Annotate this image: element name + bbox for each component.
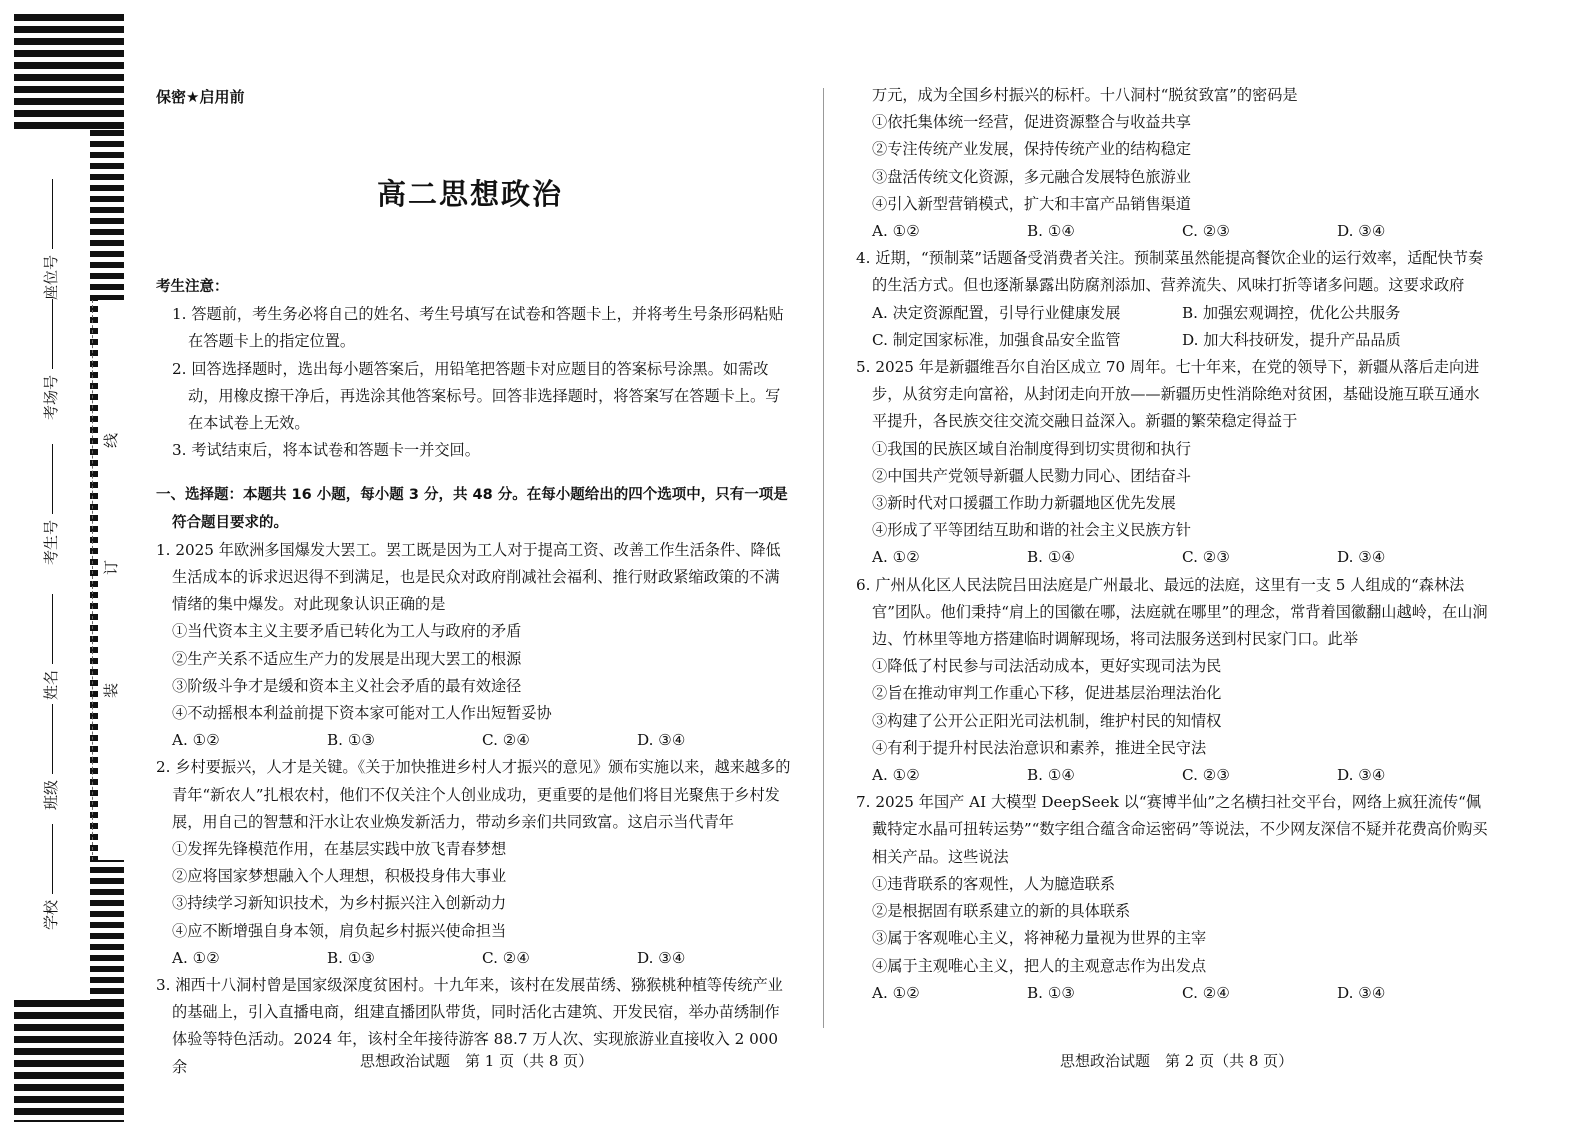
question-6-choices [856, 762, 1492, 789]
choice-b[interactable]: B. ①③ [327, 948, 376, 967]
mark-bind: 装 [102, 682, 120, 698]
choice-d[interactable]: D. ③④ [1337, 766, 1386, 785]
question-5-choices [856, 544, 1492, 571]
question-2-choices [156, 945, 792, 972]
choice-a[interactable]: A. ①② [872, 222, 920, 241]
question-item: ①违背联系的客观性，人为臆造联系 [872, 874, 1115, 893]
question-4-stem: 4. 近期，“预制菜”话题备受消费者关注。预制菜虽然能提高餐饮企业的运行效率，适配快节奏的生活方式。但也逐渐暴露出防腐剂添加、营养流失、风味打折等诸多问题。这要求政府 [856, 249, 1484, 295]
field-school[interactable]: 学校 [40, 824, 61, 930]
question-4-choices-row2 [856, 327, 1492, 354]
question-2-stem: 2. 乡村要振兴，人才是关键。《关于加快推进乡村人才振兴的意见》颁布实施以来，越来越多的青年“新农人”扎根农村，他们不仅关注个人创业成功，更重要的是他们将目光聚焦于乡村发展，用自己的智慧和汗水让农业焕发新活力，带动乡亲们共同致富。这启示当代青年 [156, 758, 791, 831]
binding-cut-line [92, 300, 93, 860]
question-item: ②中国共产党领导新疆人民勠力同心、团结奋斗 [872, 466, 1191, 485]
choice-b[interactable]: B. ①④ [1027, 548, 1076, 567]
question-item: ①依托集体统一经营，促进资源整合与收益共享 [872, 113, 1191, 132]
notice-item: 2. 回答选择题时，选出每小题答案后，用铅笔把答题卡对应题目的答案标号涂黑。如需改动，用橡皮擦干净后，再选涂其他答案标号。回答非选择题时，将答案写在答题卡上。写在本试卷上无效。 [172, 359, 781, 433]
field-name[interactable]: 姓名 [40, 594, 61, 700]
question-item: ④形成了平等团结互助和谐的社会主义民族方针 [872, 521, 1191, 540]
choice-d[interactable]: D. ③④ [1337, 983, 1386, 1002]
question-item: ②生产关系不适应生产力的发展是出现大罢工的根源 [172, 649, 522, 668]
notice-heading: 考生注意： [156, 279, 229, 295]
choice-c[interactable]: C. ②④ [482, 948, 530, 967]
question-item: ④不动摇根本利益前提下资本家可能对工人作出短暂妥协 [172, 704, 552, 723]
question-item: ②应将国家梦想融入个人理想，积极投身伟大事业 [172, 867, 507, 886]
left-column [156, 274, 792, 1081]
question-5-stem: 5. 2025 年是新疆维吾尔自治区成立 70 周年。七十年来，在党的领导下，新疆从落后走向进步，从贫穷走向富裕，从封闭走向开放——新疆历史性消除绝对贫困，基础设施互联互通水平提升，各民族交往交流交融日益深入。新疆的繁荣稳定得益于 [856, 358, 1480, 431]
choice-b[interactable]: B. ①④ [1027, 766, 1076, 785]
choice-b[interactable]: B. ①③ [1027, 983, 1076, 1002]
question-item: ②专注传统产业发展，保持传统产业的结构稳定 [872, 140, 1191, 159]
choice-d[interactable]: D. ③④ [1337, 548, 1386, 567]
field-examinee[interactable]: 考生号 [40, 444, 61, 565]
question-item: ①发挥先锋模范作用，在基层实践中放飞青春梦想 [172, 840, 507, 859]
question-1-choices [156, 727, 792, 754]
field-class[interactable]: 班级 [40, 704, 61, 810]
choice-d[interactable]: D. ③④ [637, 731, 686, 750]
question-item: ②旨在推动审判工作重心下移，促进基层治理法治化 [872, 684, 1222, 703]
choice-c[interactable]: C. ②③ [1182, 222, 1230, 241]
barcode-top [14, 14, 124, 134]
choice-a[interactable]: A. ①② [172, 731, 220, 750]
question-6-stem: 6. 广州从化区人民法院吕田法庭是广州最北、最远的法庭，这里有一支 5 人组成的“森林法官”团队。他们秉持“肩上的国徽在哪，法庭就在哪里”的理念，常背着国徽翻山越岭，在山涧边、竹林里等地方搭建临时调解现场，将司法服务送到村民家门口。此举 [856, 575, 1488, 649]
choice-a[interactable]: A. 决定资源配置，引导行业健康发展 [872, 303, 1121, 322]
secrecy-label: 保密★启用前 [156, 88, 245, 106]
choice-d[interactable]: D. ③④ [637, 948, 686, 967]
question-item: ③构建了公开公正阳光司法机制，维护村民的知情权 [872, 711, 1222, 730]
choice-a[interactable]: A. ①② [872, 548, 920, 567]
question-item: ②是根据固有联系建立的新的具体联系 [872, 902, 1131, 921]
barcode-bottom [14, 1000, 124, 1122]
field-room[interactable]: 考场号 [40, 299, 61, 420]
choice-b[interactable]: B. 加强宏观调控，优化公共服务 [1182, 303, 1401, 322]
choice-c[interactable]: C. ②④ [1182, 983, 1230, 1002]
choice-d[interactable]: D. 加大科技研发，提升产品品质 [1182, 330, 1401, 349]
page-title: 高二思想政治 [376, 177, 563, 211]
question-item: ④引入新型营销模式，扩大和丰富产品销售渠道 [872, 194, 1191, 213]
question-1-stem: 1. 2025 年欧洲多国爆发大罢工。罢工既是因为工人对于提高工资、改善工作生活条件、降低生活成本的诉求迟迟得不到满足，也是民众对政府削减社会福利、推行财政紧缩政策的不满情绪的集中爆发。对此现象认识正确的是 [156, 540, 781, 614]
question-item: ④有利于提升村民法治意识和素养，推进全民守法 [872, 738, 1207, 757]
question-3-continued: 万元，成为全国乡村振兴的标杆。十八洞村“脱贫致富”的密码是 [872, 86, 1298, 104]
footer-left: 思想政治试题 第 1 页（共 8 页） [360, 1052, 594, 1070]
question-3-choices [856, 218, 1492, 245]
choice-c[interactable]: C. ②③ [1182, 766, 1230, 785]
choice-a[interactable]: A. ①② [872, 766, 920, 785]
notice-item: 3. 考试结束后，将本试卷和答题卡一并交回。 [172, 441, 480, 460]
question-item: ④属于主观唯心主义，把人的主观意志作为出发点 [872, 956, 1207, 975]
footer-right: 思想政治试题 第 2 页（共 8 页） [1060, 1052, 1294, 1070]
choice-c[interactable]: C. ②③ [1182, 548, 1230, 567]
choice-b[interactable]: B. ①④ [1027, 222, 1076, 241]
mark-staple: 订 [102, 559, 120, 575]
choice-c[interactable]: C. 制定国家标准，加强食品安全监管 [872, 330, 1121, 349]
field-seat[interactable]: 座位号 [40, 179, 61, 300]
mark-line: 线 [102, 432, 120, 448]
choice-c[interactable]: C. ②④ [482, 731, 530, 750]
question-item: ③盘活传统文化资源，多元融合发展特色旅游业 [872, 167, 1191, 186]
question-7-stem: 7. 2025 年国产 AI 大模型 DeepSeek 以“赛博半仙”之名横扫社交平台，网络上疯狂流传“佩戴特定水晶可扭转运势”“数字组合蕴含命运密码”等说法，不少网友深信不疑并花费高价购买相关产品。这些说法 [856, 793, 1488, 866]
question-item: ③属于客观唯心主义，将神秘力量视为世界的主宰 [872, 929, 1207, 948]
choice-d[interactable]: D. ③④ [1337, 222, 1386, 241]
question-item: ①降低了村民参与司法活动成本，更好实现司法为民 [872, 657, 1222, 676]
question-item: ①当代资本主义主要矛盾已转化为工人与政府的矛盾 [172, 622, 522, 641]
question-item: ③阶级斗争才是缓和资本主义社会矛盾的最有效途径 [172, 676, 522, 695]
question-3-stem: 3. 湘西十八洞村曾是国家级深度贫困村。十九年来，该村在发展苗绣、猕猴桃种植等传统产业的基础上，引入直播电商，组建直播团队带货，同时活化古建筑、开发民宿，举办苗绣制作体验等特色活动。2024 年，该村全年接待游客 88.7 万人次、实现旅游业直接收入 2 000 余 [156, 976, 783, 1076]
notice-item: 1. 答题前，考生务必将自己的姓名、考生号填写在试卷和答题卡上，并将考生号条形码粘贴在答题卡上的指定位置。 [172, 305, 784, 351]
question-7-choices [856, 980, 1492, 1007]
choice-a[interactable]: A. ①② [872, 983, 920, 1002]
choice-b[interactable]: B. ①③ [327, 731, 376, 750]
question-item: ④应不断增强自身本领，肩负起乡村振兴使命担当 [172, 921, 507, 940]
question-item: ③持续学习新知识技术，为乡村振兴注入创新动力 [172, 894, 507, 913]
question-item: ①我国的民族区域自治制度得到切实贯彻和执行 [872, 439, 1191, 458]
choice-a[interactable]: A. ①② [172, 948, 220, 967]
right-column [856, 82, 1492, 1007]
question-4-choices-row1 [856, 300, 1492, 327]
column-divider [823, 88, 824, 1028]
question-item: ③新时代对口援疆工作助力新疆地区优先发展 [872, 494, 1176, 513]
section-heading: 一、选择题：本题共 16 小题，每小题 3 分，共 48 分。在每小题给出的四个选项中，只有一项是符合题目要求的。 [156, 487, 788, 531]
